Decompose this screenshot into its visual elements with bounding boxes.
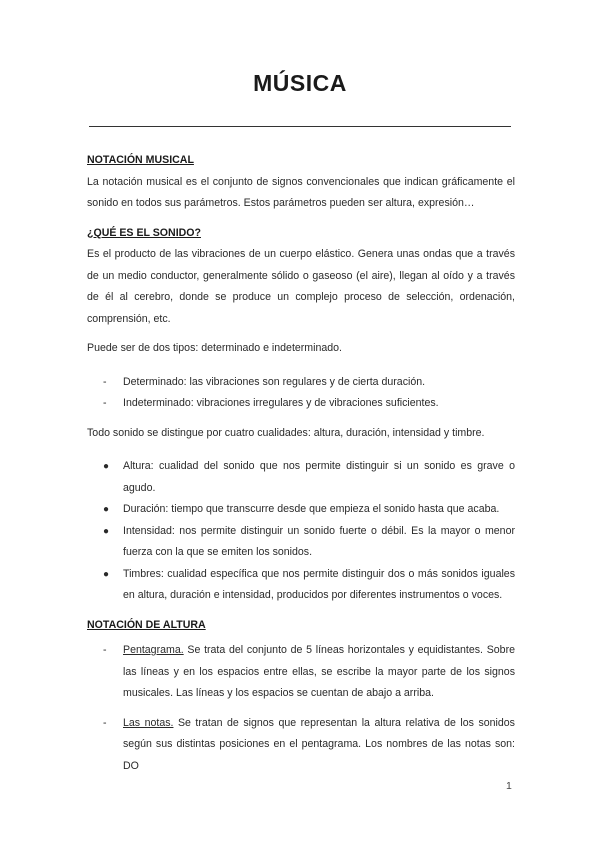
list-item-text: Determinado: las vibraciones son regulares y de cierta duración.: [123, 375, 426, 388]
sound-qualities-list: [87, 456, 515, 607]
paragraph-tipos-intro: Puede ser de dos tipos: determinado e indeterminado.: [87, 342, 343, 354]
paragraph-sonido-definicion: Es el producto de las vibraciones de un cuerpo elástico. Genera unas ondas que a través de un medio conductor, generalmente sólido o gaseoso (el aire), llegan al oído y a través de él al cerebro, donde se produce un complejo proceso de selección, ordenación, comprensión, etc.: [87, 248, 515, 325]
dash-bullet: -: [103, 397, 107, 409]
list-item-las-notas: [87, 713, 515, 778]
section-heading-notacion-musical: NOTACIÓN MUSICAL: [87, 154, 194, 166]
document-body: [87, 150, 515, 785]
dash-bullet: -: [103, 644, 107, 656]
altura-list: [87, 640, 515, 777]
bullet-dot-icon: ●: [103, 525, 110, 537]
list-item-text: Se tratan de signos que representan la altura relativa de los sonidos según sus distintas posiciones en el pentagrama. Los nombres de las notas son: DO: [123, 716, 515, 772]
page-number: 1: [506, 780, 512, 792]
list-item-altura: [87, 456, 515, 499]
paragraph-notacion-musical: La notación musical es el conjunto de signos convencionales que indican gráficamente el sonido en todos sus parámetros. Estos parámetros pueden ser altura, expresión…: [87, 175, 515, 209]
dash-bullet: -: [103, 716, 107, 729]
bullet-dot-icon: ●: [103, 568, 110, 580]
section-heading-que-es-el-sonido: ¿QUÉ ES EL SONIDO?: [87, 226, 201, 239]
term-pentagrama: Pentagrama.: [123, 644, 184, 656]
list-item-text: Se trata del conjunto de 5 líneas horizontales y equidistantes. Sobre las líneas y en los espacios entre ellas, se escribe la mayor parte de los signos musicales. Las líneas y los espacios se cuentan de abajo a arriba.: [123, 644, 515, 699]
list-item-text: Duración: tiempo que transcurre desde que empieza el sonido hasta que acaba.: [123, 503, 500, 515]
page-title: MÚSICA: [253, 70, 347, 96]
list-item-intensidad: [87, 521, 515, 564]
dash-bullet: -: [103, 375, 107, 388]
bullet-dot-icon: ●: [103, 461, 110, 472]
list-item-text: Altura: cualidad del sonido que nos permite distinguir si un sonido es grave o agudo.: [123, 460, 515, 494]
list-item-timbres: [87, 564, 515, 607]
list-item-text: Timbres: cualidad específica que nos permite distinguir dos o más sonidos iguales en altura, duración e intensidad, producidos por diferentes instrumentos o voces.: [123, 567, 515, 601]
list-item-text: Indeterminado: vibraciones irregulares y de vibraciones suficientes.: [123, 397, 439, 409]
sound-types-list: [87, 372, 515, 415]
list-item-pentagrama: [87, 640, 515, 705]
paragraph-cualidades-intro: Todo sonido se distingue por cuatro cualidades: altura, duración, intensidad y timbre.: [87, 426, 485, 439]
list-item-text: Intensidad: nos permite distinguir un sonido fuerte o débil. Es la mayor o menor fuerza con la que se emiten los sonidos.: [123, 524, 515, 558]
title-divider: [89, 126, 511, 127]
list-item-duracion: [87, 499, 515, 521]
bullet-dot-icon: ●: [103, 504, 110, 515]
section-heading-notacion-de-altura: NOTACIÓN DE ALTURA: [87, 618, 206, 631]
list-item-indeterminado: [87, 393, 515, 415]
term-las-notas: Las notas.: [123, 716, 174, 729]
list-item-determinado: [87, 372, 515, 394]
